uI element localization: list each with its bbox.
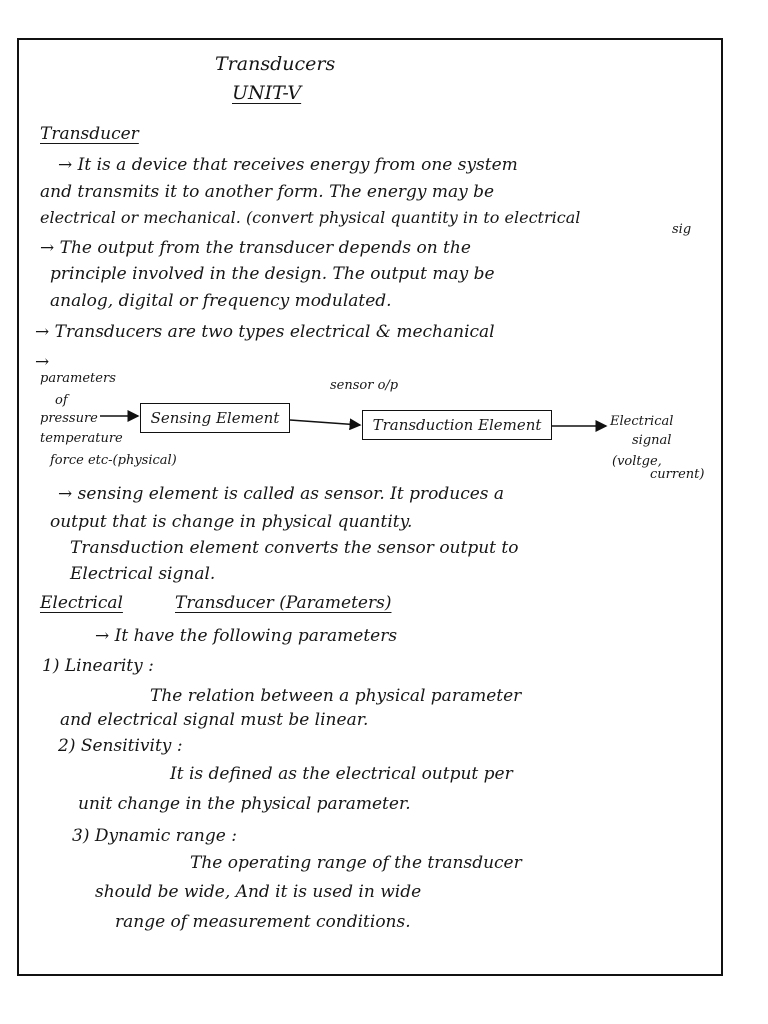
text-line: The operating range of the transducer bbox=[190, 853, 522, 873]
section-heading-electrical: Electrical bbox=[40, 593, 123, 613]
diagram-input-label: force etc-(physical) bbox=[50, 453, 177, 468]
text-line: → The output from the transducer depends on the bbox=[40, 238, 471, 258]
section-heading-parameters: Transducer (Parameters) bbox=[175, 593, 392, 613]
diagram-output-label: (voltge, bbox=[612, 454, 662, 469]
text-line: analog, digital or frequency modulated. bbox=[50, 291, 392, 311]
diagram-output-label: signal bbox=[632, 433, 672, 448]
page-title: Transducers bbox=[215, 53, 336, 75]
diagram-input-label: temperature bbox=[40, 431, 123, 446]
text-line: sig bbox=[672, 222, 692, 237]
text-line: and transmits it to another form. The energy may be bbox=[40, 182, 495, 202]
text-line: It is defined as the electrical output per bbox=[170, 764, 513, 784]
item-heading-sensitivity: 2) Sensitivity : bbox=[58, 736, 183, 756]
diagram-output-label: current) bbox=[650, 467, 705, 482]
diagram-input-label: of bbox=[55, 393, 68, 408]
text-line: unit change in the physical parameter. bbox=[78, 794, 411, 814]
text-line: → It is a device that receives energy from one system bbox=[58, 155, 518, 175]
text-line: Transduction element converts the sensor output to bbox=[70, 538, 519, 558]
diagram-input-label: pressure bbox=[40, 411, 98, 426]
transduction-element-box: Transduction Element bbox=[362, 410, 552, 440]
sensing-element-box: Sensing Element bbox=[140, 403, 290, 433]
text-line: Electrical signal. bbox=[70, 564, 216, 584]
diagram-output-label: Electrical bbox=[610, 414, 674, 429]
text-line: output that is change in physical quantity. bbox=[50, 512, 413, 532]
text-line: principle involved in the design. The output may be bbox=[50, 264, 495, 284]
text-line: and electrical signal must be linear. bbox=[60, 710, 369, 730]
item-heading-linearity: 1) Linearity : bbox=[42, 656, 154, 676]
text-line: → It have the following parameters bbox=[95, 626, 398, 646]
item-heading-dynamic-range: 3) Dynamic range : bbox=[72, 826, 237, 846]
text-line: should be wide, And it is used in wide bbox=[95, 882, 422, 902]
diagram-input-label: parameters bbox=[40, 371, 116, 386]
text-line: → Transducers are two types electrical & mechanical bbox=[35, 322, 495, 342]
text-line: range of measurement conditions. bbox=[115, 912, 411, 932]
sensor-output-label: sensor o/p bbox=[330, 378, 399, 393]
text-line: electrical or mechanical. (convert physical quantity in to electrical bbox=[40, 208, 581, 227]
section-heading-transducer: Transducer bbox=[40, 124, 139, 144]
text-line: → bbox=[35, 352, 50, 372]
text-line: → sensing element is called as sensor. It produces a bbox=[58, 484, 505, 504]
text-line: The relation between a physical parameter bbox=[150, 686, 522, 706]
arrow-sensor-output bbox=[290, 420, 360, 425]
unit-label: UNIT-V bbox=[232, 82, 302, 104]
